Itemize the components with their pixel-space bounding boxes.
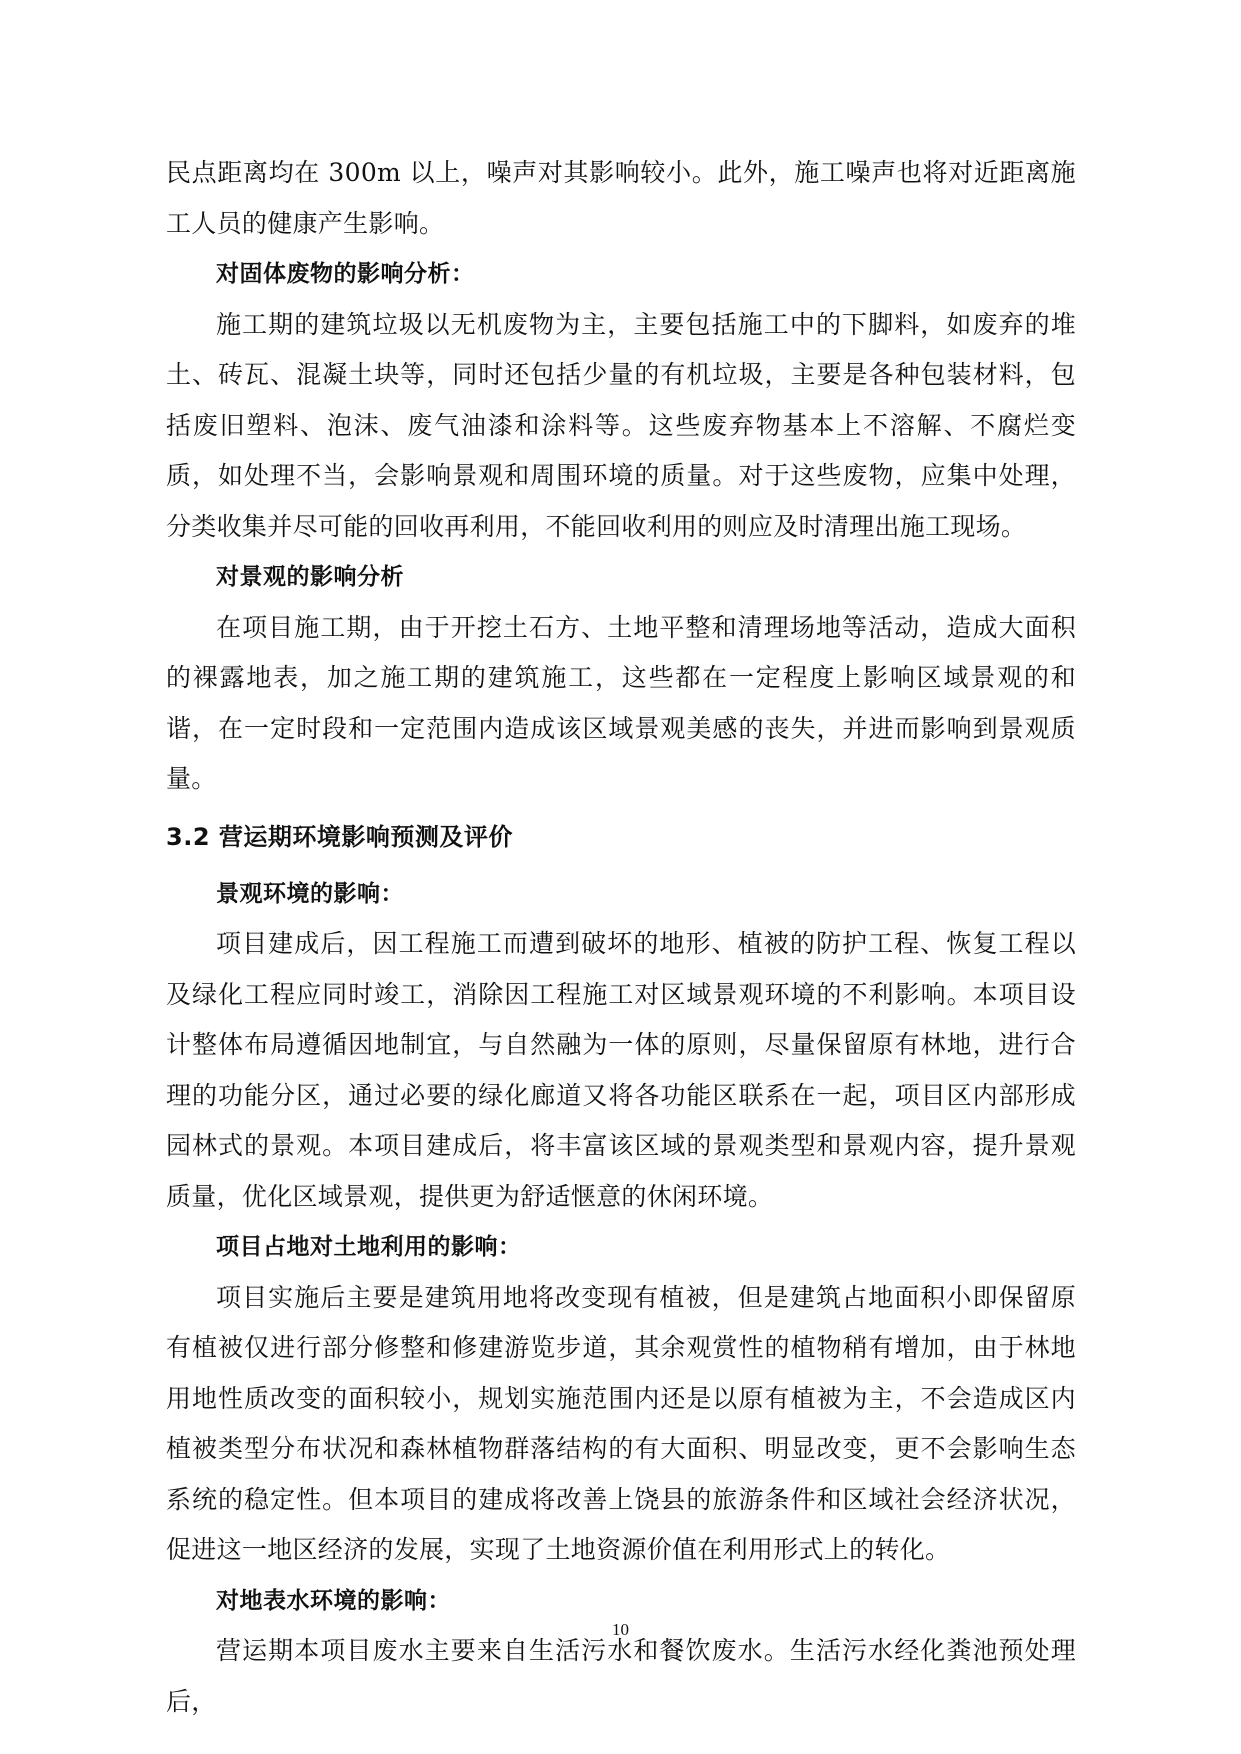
paragraph-noise-continued: 民点距离均在 300m 以上，噪声对其影响较小。此外，施工噪声也将对近距离施工人员的健康产生影响。 <box>166 158 1076 238</box>
paragraph-surface-water: 营运期本项目废水主要来自生活污水和餐饮废水。生活污水经化粪池预处理后， <box>166 1636 1076 1716</box>
heading-land-use: 项目占地对土地利用的影响： <box>216 1234 522 1260</box>
page-content <box>166 148 1076 1727</box>
paragraph-land-use: 项目实施后主要是建筑用地将改变现有植被，但是建筑占地面积小即保留原有植被仅进行部分修整和修建游览步道，其余观赏性的植物稍有增加，由于林地用地性质改变的面积较小，规划实施范围内还是以原有植被为主，不会造成区内植被类型分布状况和森林植物群落结构的有大面积、明显改变，更不会影响生态系统的稳定性。但本项目的建成将改善上饶县的旅游条件和区域社会经济状况，促进这一地区经济的发展，实现了土地资源价值在利用形式上的转化。 <box>166 1282 1076 1564</box>
paragraph-landscape-environment: 项目建成后，因工程施工而遭到破坏的地形、植被的防护工程、恢复工程以及绿化工程应同时竣工，消除因工程施工对区域景观环境的不利影响。本项目设计整体布局遵循因地制宜，与自然融为一体的原则，尽量保留原有林地，进行合理的功能分区，通过必要的绿化廊道又将各功能区联系在一起，项目区内部形成园林式的景观。本项目建成后，将丰富该区域的景观类型和景观内容，提升景观质量，优化区域景观，提供更为舒适惬意的休闲环境。 <box>166 929 1076 1211</box>
page-number: 10 <box>612 1620 629 1639</box>
paragraph-solid-waste: 施工期的建筑垃圾以无机废物为主，主要包括施工中的下脚料，如废弃的堆土、砖瓦、混凝土块等，同时还包括少量的有机垃圾，主要是各种包装材料，包括废旧塑料、泡沫、废气油漆和涂料等。这些废弃物基本上不溶解、不腐烂变质，如处理不当，会影响景观和周围环境的质量。对于这些废物，应集中处理，分类收集并尽可能的回收再利用，不能回收利用的则应及时清理出施工现场。 <box>166 309 1076 541</box>
heading-surface-water: 对地表水环境的影响： <box>216 1587 451 1614</box>
heading-landscape-environment: 景观环境的影响： <box>216 880 404 907</box>
heading-landscape-construction: 对景观的影响分析 <box>216 564 404 590</box>
paragraph-landscape-construction: 在项目施工期，由于开挖土石方、土地平整和清理场地等活动，造成大面积的裸露地表，加之施工期的建筑施工，这些都在一定程度上影响区域景观的和谐，在一定时段和一定范围内造成该区域景观美感的丧失，并进而影响到景观质量。 <box>166 612 1076 793</box>
section-heading-3-2: 3.2 营运期环境影响预测及评价 <box>166 822 513 851</box>
heading-solid-waste: 对固体废物的影响分析： <box>216 261 475 287</box>
